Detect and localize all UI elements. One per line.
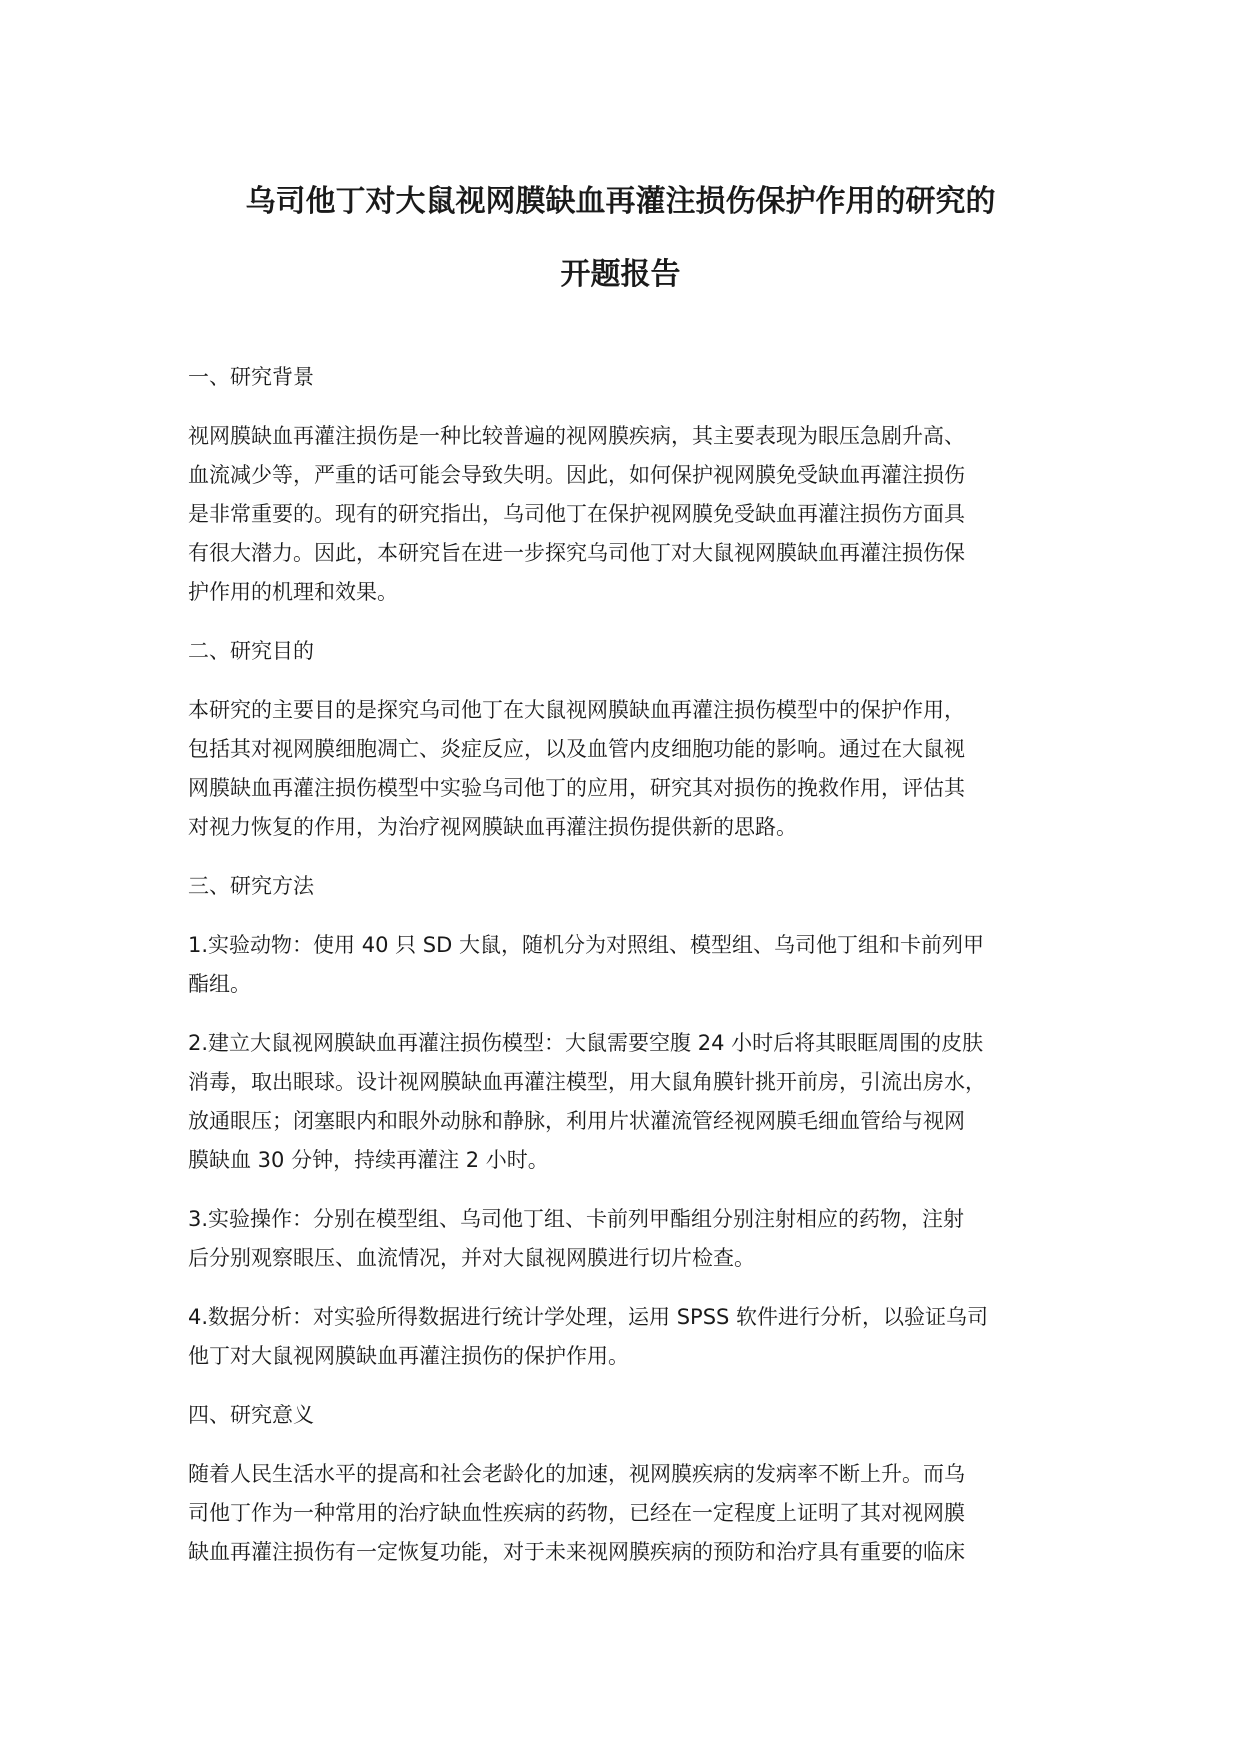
paragraph-line: 缺血再灌注损伤有一定恢复功能，对于未来视网膜疾病的预防和治疗具有重要的临床 [188, 1540, 965, 1564]
paragraph-line: 3.实验操作：分别在模型组、乌司他丁组、卡前列甲酯组分别注射相应的药物，注射 [188, 1207, 965, 1231]
paragraph-line: 对视力恢复的作用，为治疗视网膜缺血再灌注损伤提供新的思路。 [188, 815, 797, 839]
section-heading: 四、研究意义 [188, 1403, 314, 1427]
paragraph-line: 随着人民生活水平的提高和社会老龄化的加速，视网膜疾病的发病率不断上升。而乌 [188, 1462, 965, 1486]
paragraph-line: 酯组。 [188, 972, 251, 996]
paragraph-line: 本研究的主要目的是探究乌司他丁在大鼠视网膜缺血再灌注损伤模型中的保护作用， [188, 698, 965, 722]
paragraph-line: 护作用的机理和效果。 [188, 580, 398, 604]
paragraph-line: 1.实验动物：使用 40 只 SD 大鼠，随机分为对照组、模型组、乌司他丁组和卡前列甲 [188, 933, 984, 957]
paragraph-line: 血流减少等，严重的话可能会导致失明。因此，如何保护视网膜免受缺血再灌注损伤 [188, 463, 965, 487]
paragraph-line: 是非常重要的。现有的研究指出，乌司他丁在保护视网膜免受缺血再灌注损伤方面具 [188, 502, 965, 526]
document-title-line-1: 乌司他丁对大鼠视网膜缺血再灌注损伤保护作用的研究的 [245, 184, 996, 219]
paragraph-line: 他丁对大鼠视网膜缺血再灌注损伤的保护作用。 [188, 1344, 629, 1368]
paragraph-line: 膜缺血 30 分钟，持续再灌注 2 小时。 [188, 1148, 549, 1172]
section-paragraph [188, 1200, 1068, 1278]
section-paragraph [188, 926, 1068, 1004]
paragraph-line: 4.数据分析：对实验所得数据进行统计学处理，运用 SPSS 软件进行分析，以验证乌司 [188, 1305, 989, 1329]
document-title-line-2: 开题报告 [560, 257, 681, 292]
section-heading: 三、研究方法 [188, 874, 314, 898]
section-paragraph [188, 691, 1068, 847]
paragraph-line: 司他丁作为一种常用的治疗缺血性疾病的药物，已经在一定程度上证明了其对视网膜 [188, 1501, 965, 1525]
section-paragraph [188, 1455, 1068, 1572]
section-paragraph [188, 417, 1068, 612]
section-paragraph [188, 1024, 1068, 1180]
paragraph-line: 有很大潜力。因此，本研究旨在进一步探究乌司他丁对大鼠视网膜缺血再灌注损伤保 [188, 541, 965, 565]
section-heading: 二、研究目的 [188, 639, 314, 663]
paragraph-line: 消毒，取出眼球。设计视网膜缺血再灌注模型，用大鼠角膜针挑开前房，引流出房水， [188, 1070, 986, 1094]
section-heading: 一、研究背景 [188, 365, 314, 389]
paragraph-line: 包括其对视网膜细胞凋亡、炎症反应，以及血管内皮细胞功能的影响。通过在大鼠视 [188, 737, 965, 761]
paragraph-line: 2.建立大鼠视网膜缺血再灌注损伤模型：大鼠需要空腹 24 小时后将其眼眶周围的皮肤 [188, 1031, 984, 1055]
document-body [188, 358, 1068, 1592]
section-paragraph [188, 1298, 1068, 1376]
paragraph-line: 视网膜缺血再灌注损伤是一种比较普遍的视网膜疾病，其主要表现为眼压急剧升高、 [188, 424, 965, 448]
paragraph-line: 后分别观察眼压、血流情况，并对大鼠视网膜进行切片检查。 [188, 1246, 755, 1270]
paragraph-line: 放通眼压；闭塞眼内和眼外动脉和静脉，利用片状灌流管经视网膜毛细血管给与视网 [188, 1109, 965, 1133]
paragraph-line: 网膜缺血再灌注损伤模型中实验乌司他丁的应用，研究其对损伤的挽救作用，评估其 [188, 776, 965, 800]
